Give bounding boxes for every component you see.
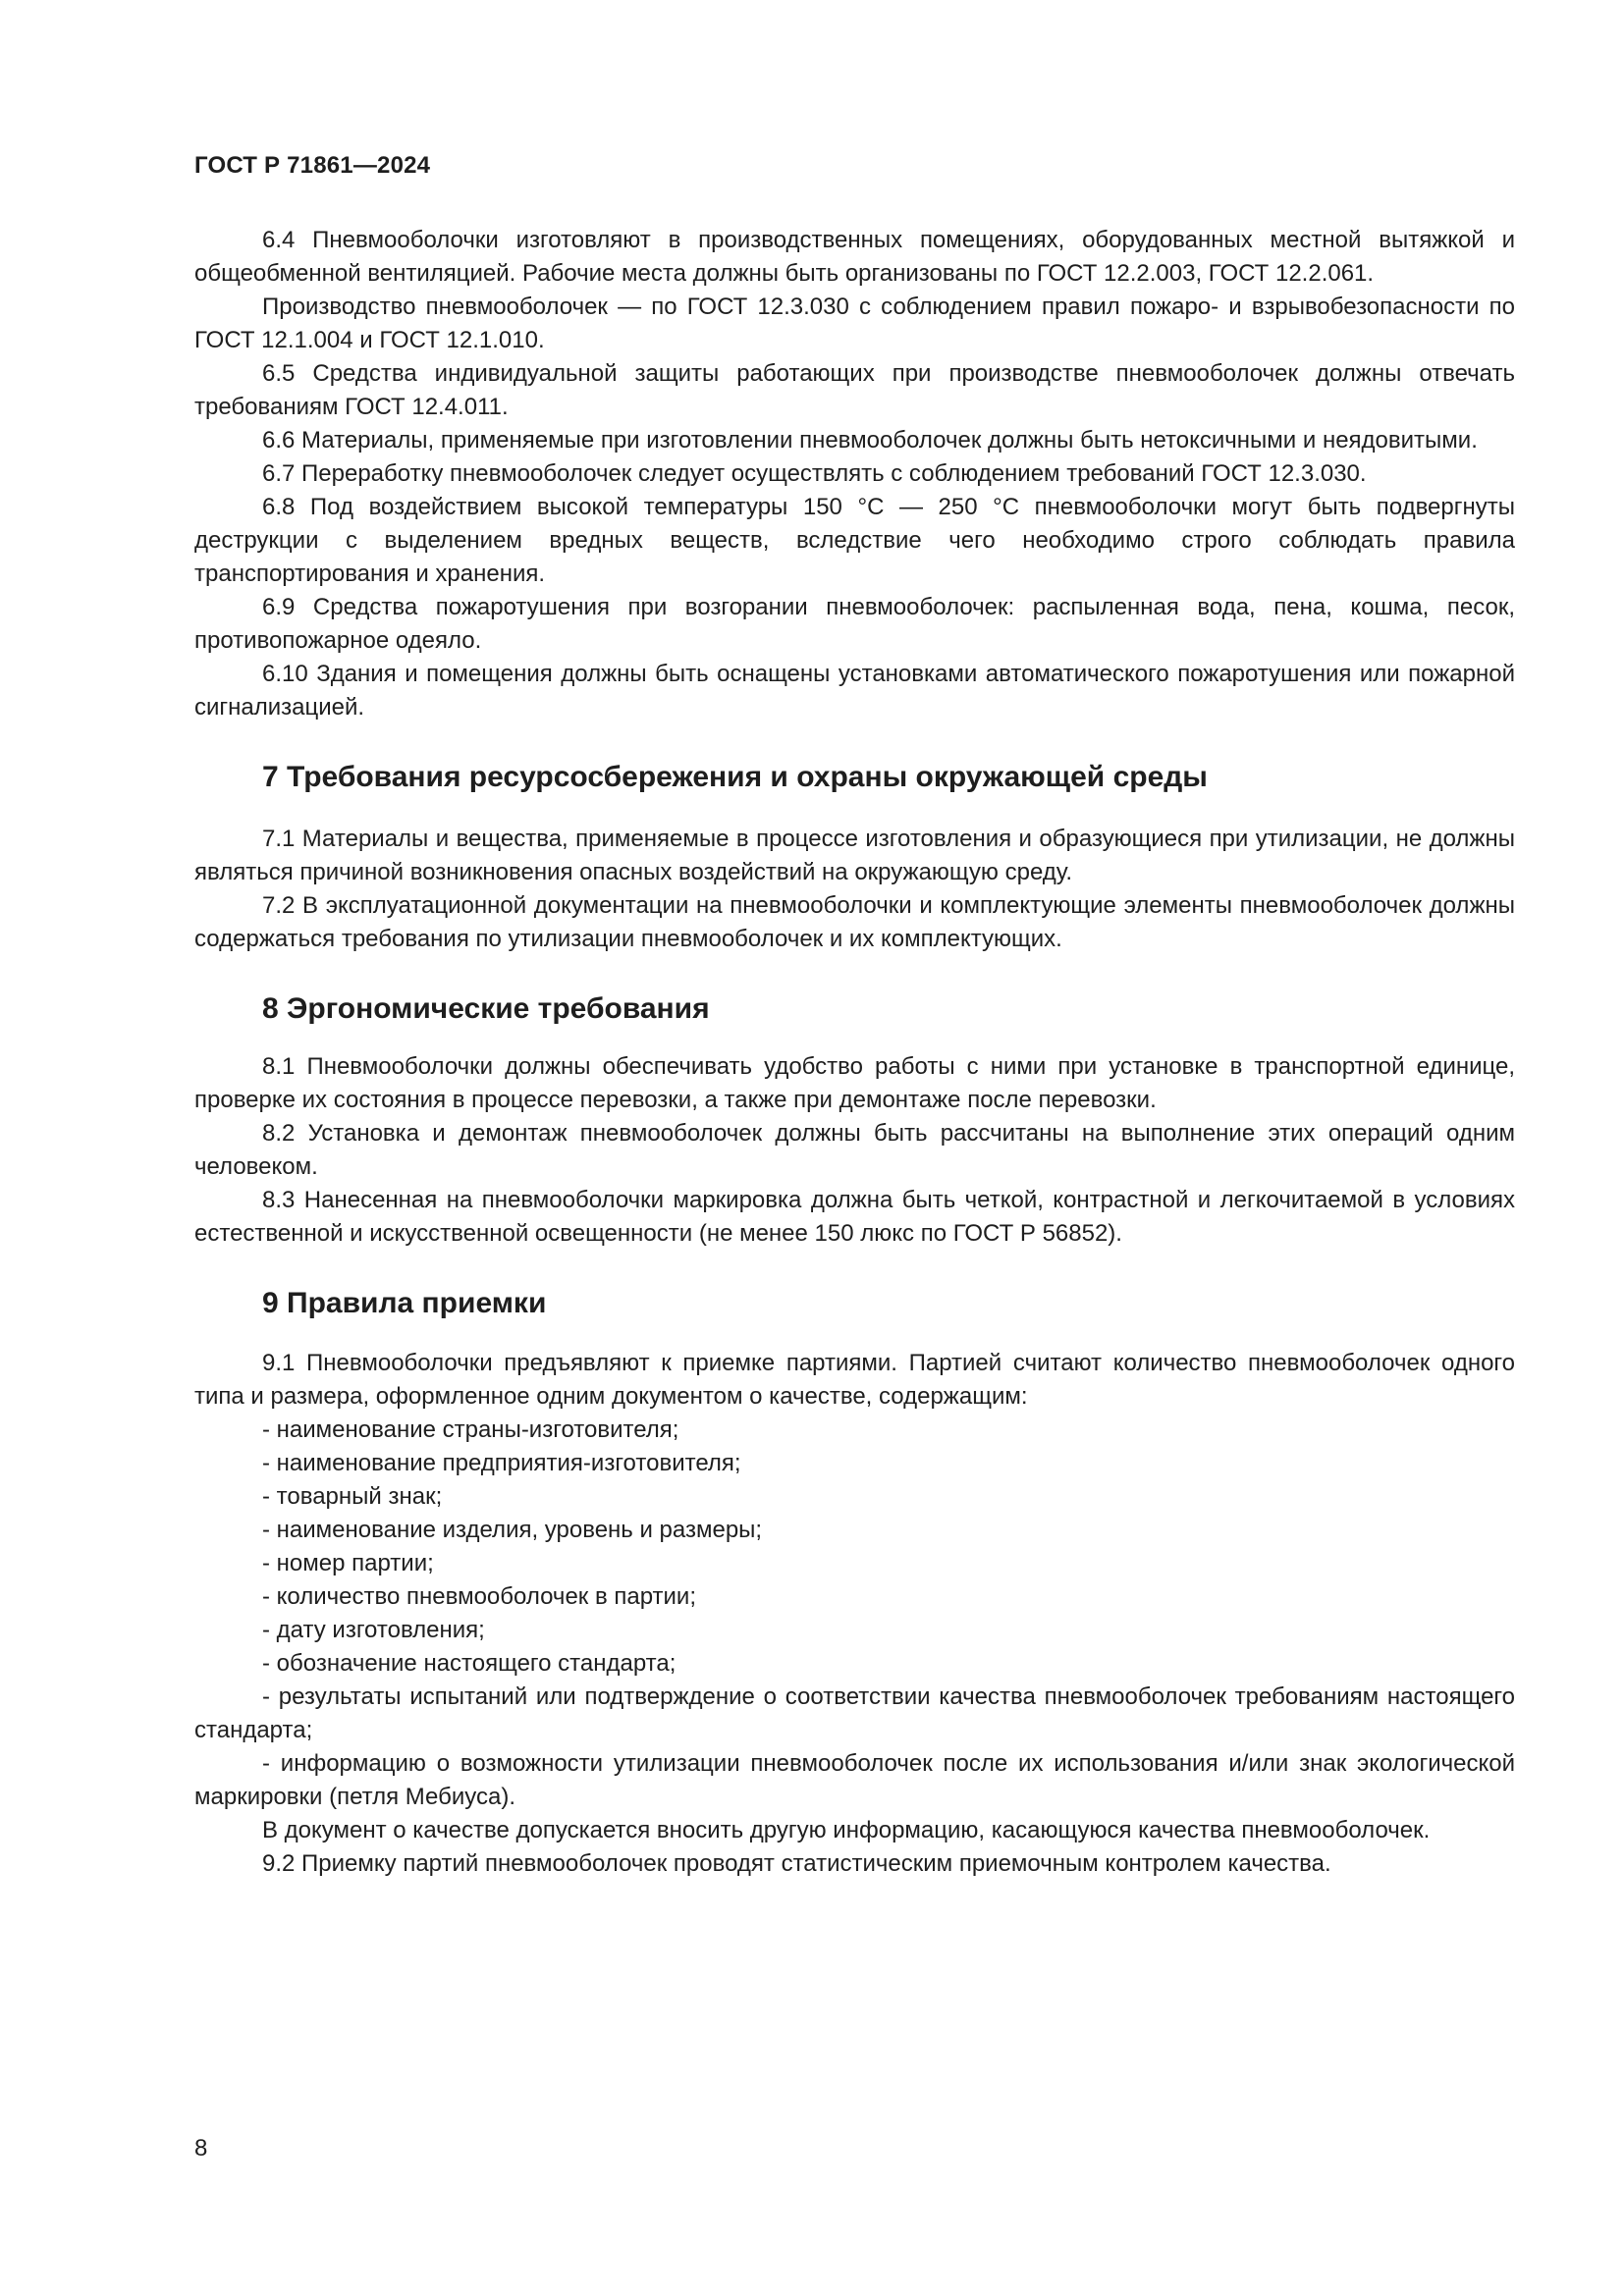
- paragraph-6-10: 6.10 Здания и помещения должны быть оснащены установками автоматического пожаротушения или пожарной сигнализацией.: [194, 661, 1515, 721]
- list-item-standard: - обозначение настоящего стандарта;: [262, 1650, 677, 1677]
- section-8-heading: 8 Эргономические требования: [262, 992, 710, 1025]
- paragraph-9-2: 9.2 Приемку партий пневмооболочек проводят статистическим приемочным контролем качества.: [262, 1850, 1331, 1877]
- paragraph-7-2: 7.2 В эксплуатационной документации на пневмооболочки и комплектующие элементы пневмооболочек должны содержаться требования по утилизации пневмооболочек и их комплектующих.: [194, 892, 1515, 952]
- paragraph-6-5: 6.5 Средства индивидуальной защиты работающих при производстве пневмооболочек должны отвечать требованиям ГОСТ 12.4.011.: [194, 360, 1515, 420]
- paragraph-6-4: 6.4 Пневмооболочки изготовляют в производственных помещениях, оборудованных местной вытяжкой и общеобменной вентиляцией. Рабочие места должны быть организованы по ГОСТ 12.2.003, ГОСТ 12.2.061.: [194, 227, 1515, 287]
- paragraph-6-8: 6.8 Под воздействием высокой температуры 150 °С — 250 °С пневмооболочки могут быть подвергнуты деструкции с выделением вредных веществ, вследствие чего необходимо строго соблюдать правила транспортирования и хранения.: [194, 494, 1515, 587]
- paragraph-6-4-production: Производство пневмооболочек — по ГОСТ 12.3.030 с соблюдением правил пожаро- и взрывобезопасности по ГОСТ 12.1.004 и ГОСТ 12.1.010.: [194, 294, 1515, 353]
- list-item-batch-number: - номер партии;: [262, 1550, 434, 1576]
- paragraph-6-9: 6.9 Средства пожаротушения при возгорании пневмооболочек: распыленная вода, пена, кошма, песок, противопожарное одеяло.: [194, 594, 1515, 654]
- paragraph-9-1: 9.1 Пневмооболочки предъявляют к приемке партиями. Партией считают количество пневмооболочек одного типа и размера, оформленное одним документом о качестве, содержащим:: [194, 1350, 1515, 1410]
- document-code-header: ГОСТ Р 71861—2024: [194, 152, 431, 179]
- paragraph-8-1: 8.1 Пневмооболочки должны обеспечивать удобство работы с ними при установке в транспортной единице, проверке их состояния в процессе перевозки, а также при демонтаже после перевозки.: [194, 1053, 1515, 1113]
- list-item-country: - наименование страны-изготовителя;: [262, 1416, 679, 1443]
- paragraph-7-1: 7.1 Материалы и вещества, применяемые в процессе изготовления и образующиеся при утилизации, не должны являться причиной возникновения опасных воздействий на окружающую среду.: [194, 826, 1515, 885]
- paragraph-6-6: 6.6 Материалы, применяемые при изготовлении пневмооболочек должны быть нетоксичными и неядовитыми.: [262, 427, 1478, 454]
- paragraph-6-7: 6.7 Переработку пневмооболочек следует осуществлять с соблюдением требований ГОСТ 12.3.030.: [262, 460, 1367, 487]
- paragraph-9-1-additional: В документ о качестве допускается вносить другую информацию, касающуюся качества пневмооболочек.: [262, 1817, 1431, 1843]
- list-item-test-results: - результаты испытаний или подтверждение о соответствии качества пневмооболочек требованиям настоящего стандарта;: [194, 1683, 1515, 1743]
- list-item-recycling-info: - информацию о возможности утилизации пневмооболочек после их использования и/или знак экологической маркировки (петля Мебиуса).: [194, 1750, 1515, 1810]
- paragraph-8-3: 8.3 Нанесенная на пневмооболочки маркировка должна быть четкой, контрастной и легкочитаемой в условиях естественной и искусственной освещенности (не менее 150 люкс по ГОСТ Р 56852).: [194, 1187, 1515, 1247]
- section-7-heading: 7 Требования ресурсосбережения и охраны окружающей среды: [262, 761, 1208, 793]
- list-item-date: - дату изготовления;: [262, 1617, 485, 1643]
- list-item-manufacturer: - наименование предприятия-изготовителя;: [262, 1450, 741, 1476]
- paragraph-8-2: 8.2 Установка и демонтаж пневмооболочек должны быть рассчитаны на выполнение этих операций одним человеком.: [194, 1120, 1515, 1180]
- section-9-heading: 9 Правила приемки: [262, 1287, 547, 1319]
- page-body: [194, 224, 1515, 1881]
- list-item-trademark: - товарный знак;: [262, 1483, 443, 1510]
- list-item-product-name: - наименование изделия, уровень и размеры;: [262, 1517, 763, 1543]
- page-number: 8: [194, 2135, 208, 2162]
- list-item-quantity: - количество пневмооболочек в партии;: [262, 1583, 697, 1610]
